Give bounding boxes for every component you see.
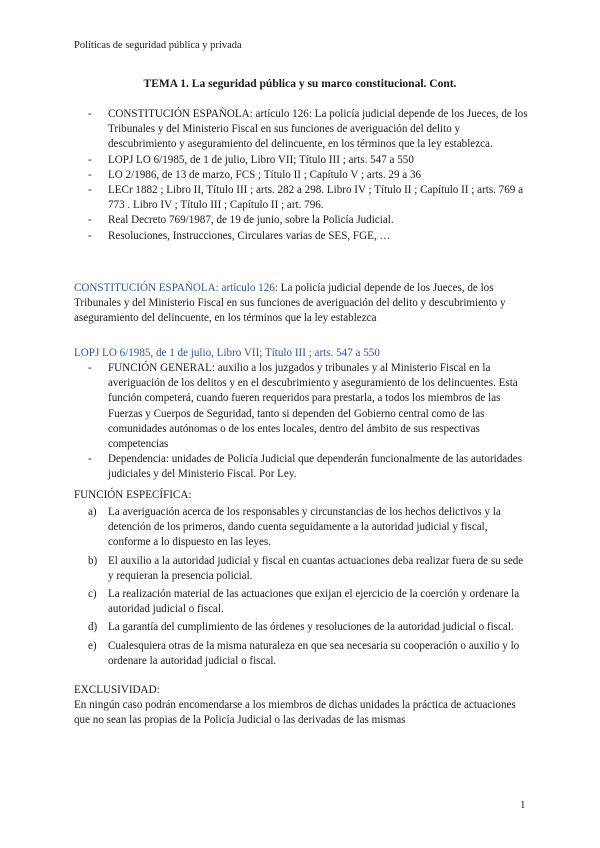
list-item: - Resoluciones, Instrucciones, Circulares varias de SES, FGE, … [88,229,528,244]
list-item-text: Cualesquiera otras de la misma naturaleza en que sea necesaria su cooperación o auxilio y lo ordenare la autoridad judicial o fiscal. [108,639,520,667]
list-item-text: La averiguación acerca de los responsables y circunstancias de los hechos delictivos y la detención de los primeros, dando cuenta seguidamente a la autoridad judicial y fiscal, conforme a lo dispuesto en las leyes. [108,506,501,549]
article-126-paragraph [74,281,528,327]
list-item [88,587,528,617]
funciones-list [88,505,528,672]
list-item-text: La garantía del cumplimiento de las órdenes y resoluciones de la autoridad judicial o fiscal. [108,621,514,634]
article-126-text: La policía judicial depende de los Jueces, de los Tribunales y del Ministerio Fiscal en sus funciones de averiguación del delito y descubrimiento y aseguramiento del delincuente, en los términos que la ley establezca [74,282,506,325]
list-item [88,554,528,584]
exclusividad-heading: EXCLUSIVIDAD: [74,684,160,696]
list-item [88,620,528,635]
list-item: - Real Decreto 769/1987, de 19 de junio, sobre la Policía Judicial. [88,213,528,228]
list-marker: c) [88,588,97,601]
lopj-list [88,361,528,483]
list-item [88,639,528,669]
page-header: Políticas de seguridad pública y privada [74,40,242,51]
list-item: - CONSTITUCIÓN ESPAÑOLA: artículo 126: La policía judicial depende de los Jueces, de los Tribunales y del Ministerio Fiscal en sus funciones de averiguación del delito y descubrimiento y aseguramiento del delincuente, en los términos que la ley establezca. [88,107,528,153]
page-number: 1 [520,799,526,811]
list-marker: e) [88,639,97,652]
list-item-text: La realización material de las actuaciones que exijan el ejercicio de la coerción y ordenare la autoridad judicial o fiscal. [108,588,520,616]
list-item: - LO 2/1986, de 13 de marzo, FCS ; Título II ; Capítulo V ; arts. 29 a 36 [88,168,528,183]
list-item: - FUNCIÓN GENERAL: auxilio a los juzgados y tribunales y al Ministerio Fiscal en la averiguación de los delitos y en el descubrimiento y aseguramiento de los delincuentes. Esta función competerá, cuando fueren requeridos para prestarla, a todos los miembros de las Fuerzas y Cuerpos de Seguridad, tanto si dependen del Gobierno central como de las comunidades autónomas o de los entes locales, dentro del ámbito de sus respectivas competencias [88,361,528,452]
legal-sources-list [88,107,528,244]
article-126-label: CONSTITUCIÓN ESPAÑOLA: artículo 126: [74,282,278,294]
exclusividad-paragraph: En ningún caso podrán encomendarse a los miembros de dichas unidades la práctica de actuaciones que no sean las propias de la Policía Judicial o las derivadas de las mismas [74,699,516,727]
list-item [88,505,528,551]
list-item: - LOPJ LO 6/1985, de 1 de julio, Libro VII; Título III ; arts. 547 a 550 [88,153,528,168]
funcion-especifica-heading: FUNCIÓN ESPECÍFICA: [74,489,192,501]
list-item: - Dependencia: unidades de Policía Judicial que dependerán funcionalmente de las autoridades judiciales y del Ministerio Fiscal. Por Ley. [88,452,528,482]
list-item: - LECr 1882 ; Libro II, Título III ; arts. 282 a 298. Libro IV ; Título II ; Capítulo II ; arts. 769 a 773 . Libro IV ; Título III ; Capítulo II ; art. 796. [88,183,528,213]
list-item-text: El auxilio a la autoridad judicial y fiscal en cuantas actuaciones deba realizar fuera de su sede y requieran la presencia policial. [108,554,524,582]
list-marker: b) [88,554,98,567]
page-title: TEMA 1. La seguridad pública y su marco constitucional. Cont. [143,78,457,90]
lopj-heading: LOPJ LO 6/1985, de 1 de julio, Libro VII; Título III ; arts. 547 a 550 [74,347,380,359]
list-marker: d) [88,621,98,634]
list-marker: a) [88,506,97,518]
